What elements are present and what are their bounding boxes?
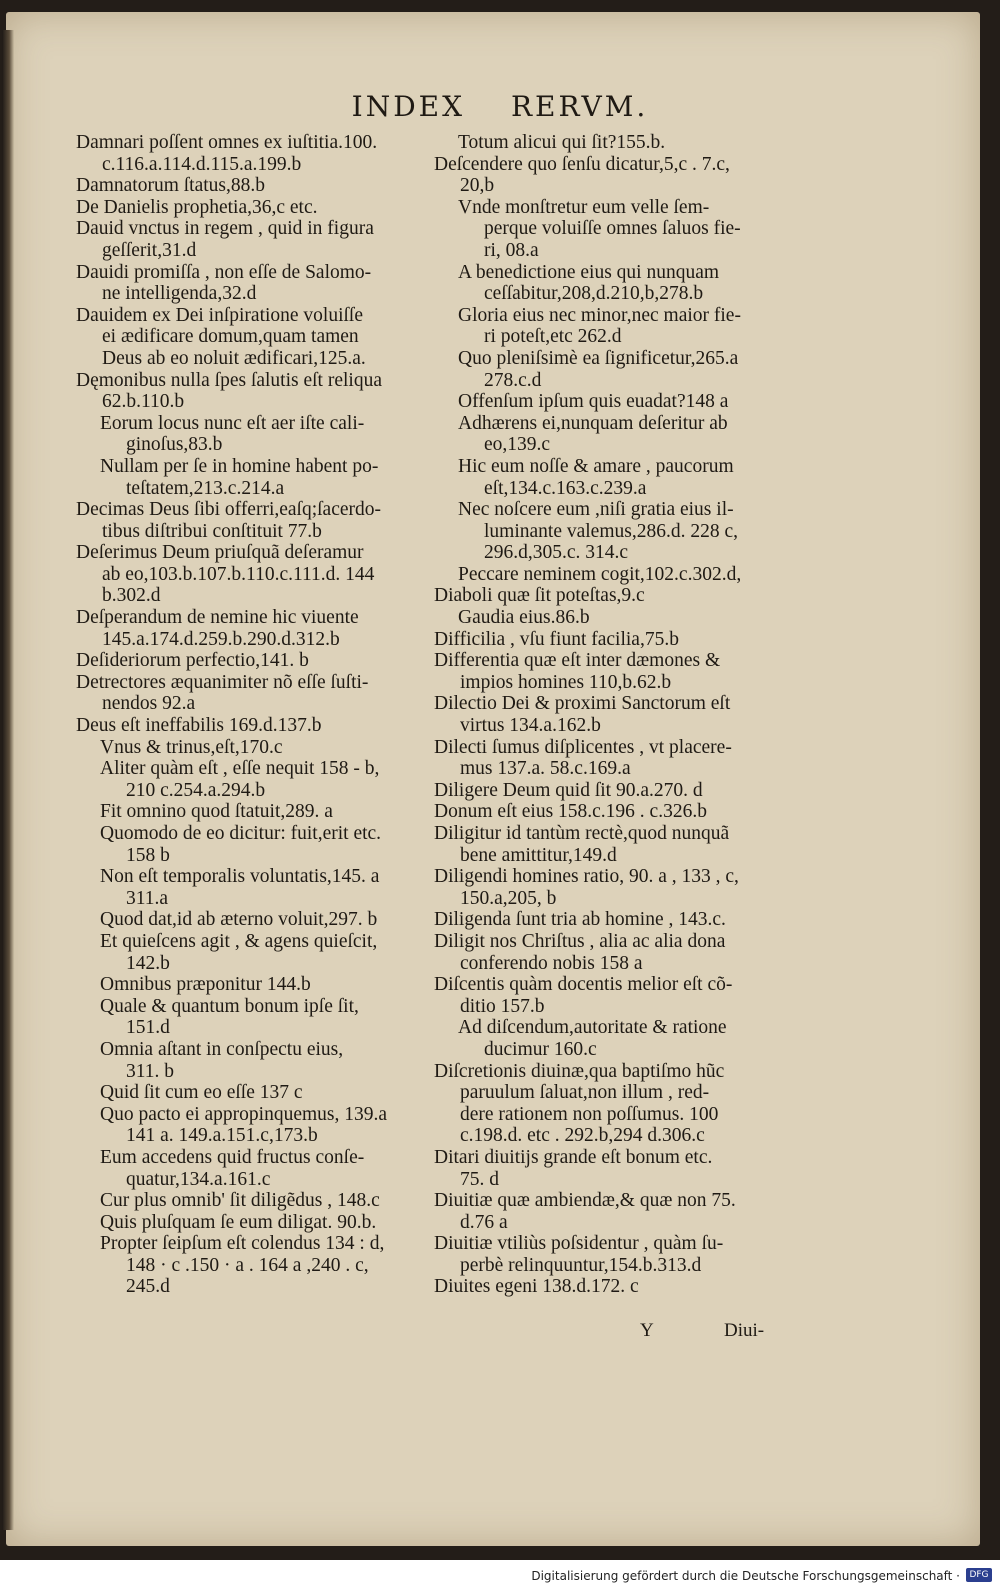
index-entry-continuation: nendos 92.a: [102, 693, 196, 715]
index-entry-head: Aliter quàm eſt , eſſe nequit 158 - b,: [100, 758, 380, 780]
index-entry-head: Damnatorum ſtatus,88.b: [76, 175, 266, 197]
index-entry-head: Dauidi promiſſa , non eſſe de Salomo-: [76, 261, 372, 283]
index-entry-continuation: c.116.a.114.d.115.a.199.b: [102, 153, 302, 175]
index-entry-head: De Danielis prophetia,36,c etc.: [76, 196, 318, 218]
index-entry-head: Diaboli quæ ſit poteſtas,9.c: [434, 585, 645, 607]
index-entry-head: Hic eum noſſe & amare , paucorum: [458, 455, 734, 477]
index-entry-head: Diligere Deum quid ſit 90.a.270. d: [434, 779, 703, 801]
index-entry-continuation: 148 · c .150 · a . 164 a ,240 . c,: [126, 1254, 369, 1276]
index-entry-continuation: dere rationem non poſſumus. 100: [460, 1103, 719, 1125]
index-entry: [76, 1212, 416, 1234]
index-entry-continuation: paruulum ſaluat,non illum , red-: [460, 1082, 710, 1104]
index-entry: [76, 1039, 416, 1082]
index-entry-head: Difficilia , vſu fiunt facilia,75.b: [434, 628, 679, 650]
index-entry-continuation: ri, 08.a: [484, 239, 539, 261]
index-entry: [434, 607, 780, 629]
index-entry: [76, 974, 416, 996]
index-entry: [76, 931, 416, 974]
index-entry-head: Quod dat,id ab æterno voluit,297. b: [100, 909, 378, 931]
index-entry-continuation: virtus 134.a.162.b: [460, 715, 601, 737]
index-entry-head: Cur plus omnib' ſit diligẽdus , 148.c: [100, 1190, 380, 1212]
page-edge: [2, 30, 14, 1530]
index-entry-continuation: tibus diſtribui conſtituit 77.b: [102, 520, 322, 542]
index-entry-head: Dilecti ſumus diſplicentes , vt placere-: [434, 736, 732, 758]
index-entry: [76, 650, 416, 672]
index-entry: [434, 499, 780, 564]
index-entry-head: Diligit nos Chriſtus , alia ac alia dona: [434, 930, 726, 952]
index-entry-continuation: 142.b: [126, 952, 170, 974]
index-entry: [76, 909, 416, 931]
index-entry: [76, 413, 416, 456]
index-entry-continuation: bene amittitur,149.d: [460, 844, 617, 866]
index-entry-continuation: perbè relinquuntur,154.b.313.d: [460, 1254, 702, 1276]
index-entry-head: Gloria eius nec minor,nec maior fie-: [458, 304, 741, 326]
index-entry-head: Ad diſcendum,autoritate & ratione: [458, 1017, 727, 1039]
index-entry: [76, 542, 416, 607]
index-entry-head: Diſcretionis diuinæ,qua baptiſmo hũc: [434, 1060, 725, 1082]
index-entry-continuation: 245.d: [126, 1276, 170, 1298]
index-entry-continuation: 75. d: [460, 1168, 499, 1190]
index-entry-head: Offenſum ipſum quis euadat?148 a: [458, 391, 729, 413]
index-entry-continuation: impios homines 110,b.62.b: [460, 671, 672, 693]
index-entry-continuation: mus 137.a. 58.c.169.a: [460, 758, 631, 780]
index-entry-head: Donum eſt eius 158.c.196 . c.326.b: [434, 801, 707, 823]
index-entry-continuation: eſt,134.c.163.c.239.a: [484, 477, 647, 499]
index-entry: [434, 154, 780, 197]
index-entry-head: Quo pacto ei appropinquemus, 139.a: [100, 1103, 388, 1125]
index-entry: [76, 1233, 416, 1298]
digitization-bar: [0, 1560, 1000, 1591]
index-entry: [76, 996, 416, 1039]
index-entry: [76, 1082, 416, 1104]
index-entry-head: Differentia quæ eſt inter dæmones &: [434, 650, 721, 672]
index-entry: [434, 801, 780, 823]
index-entry-head: Damnari poſſent omnes ex iuſtitia.100.: [76, 132, 378, 153]
index-entry-head: Diligitur id tantùm rectè,quod nunquã: [434, 823, 730, 844]
index-entry: [434, 823, 780, 866]
index-entry: [76, 456, 416, 499]
index-entry-continuation: 145.a.174.d.259.b.290.d.312.b: [102, 628, 340, 650]
index-entry: [434, 262, 780, 305]
index-entry-head: Totum alicui qui ſit?155.b.: [458, 132, 666, 153]
index-entry: [76, 737, 416, 759]
index-entry-continuation: perque voluiſſe omnes ſaluos fie-: [484, 218, 741, 240]
index-entry-continuation: ceſſabitur,208,d.210,b,278.b: [484, 283, 704, 305]
header-word-index: INDEX: [351, 90, 466, 123]
index-entry: [76, 758, 416, 801]
index-entry: [76, 132, 416, 175]
index-entry-continuation: 311.a: [126, 887, 169, 909]
index-entry-head: Diuitiæ vtiliùs poſsidentur , quàm ſu-: [434, 1233, 724, 1255]
index-entry: [434, 564, 780, 586]
index-entry-head: Diuitiæ quæ ambiendæ,& quæ non 75.: [434, 1190, 736, 1212]
index-entry: [434, 931, 780, 974]
index-entry-head: Detrectores æquanimiter nõ eſſe ſuſti-: [76, 671, 369, 693]
index-entry: [76, 499, 416, 542]
index-entry: [434, 391, 780, 413]
index-entry: [434, 585, 780, 607]
index-entry-head: Dęmonibus nulla ſpes ſalutis eſt reliqua: [76, 369, 382, 391]
index-entry-head: Dauid vnctus in regem , quid in figura: [76, 218, 374, 240]
index-entry: [434, 305, 780, 348]
index-entry-head: Gaudia eius.86.b: [458, 607, 590, 629]
index-entry-continuation: 296.d,305.c. 314.c: [484, 542, 629, 564]
index-entry-head: Decimas Deus ſibi offerri,eaſq;ſacerdo-: [76, 499, 382, 521]
index-entry-continuation: 278.c.d: [484, 369, 542, 391]
index-entry-head: Quomodo de eo dicitur: fuit,erit etc.: [100, 823, 382, 844]
index-entry-continuation: 158 b: [126, 844, 170, 866]
index-entry-head: Propter ſeipſum eſt colendus 134 : d,: [100, 1233, 385, 1255]
signature-mark: Y: [640, 1320, 654, 1341]
index-entry: [434, 1147, 780, 1190]
index-entry: [434, 1061, 780, 1147]
index-entry: [76, 823, 416, 866]
index-entry-continuation: ri poteſt,etc 262.d: [484, 326, 622, 348]
index-entry-continuation: 20,b: [460, 175, 495, 197]
index-entry-continuation: 141 a. 149.a.151.c,173.b: [126, 1125, 318, 1147]
index-entry: [434, 1190, 780, 1233]
index-entry-head: Dauidem ex Dei inſpiratione voluiſſe: [76, 304, 364, 326]
index-entry: [76, 1190, 416, 1212]
index-entry-continuation: ab eo,103.b.107.b.110.c.111.d. 144: [102, 563, 375, 585]
index-entry-continuation: 151.d: [126, 1017, 170, 1039]
index-entry-head: Deus eſt ineffabilis 169.d.137.b: [76, 715, 322, 737]
index-entry-head: Diuites egeni 138.d.172. c: [434, 1276, 639, 1298]
right-index-column: [434, 132, 780, 1298]
index-entry-head: Nec noſcere eum ,niſi gratia eius il-: [458, 499, 734, 521]
index-entry-continuation: luminante valemus,286.d. 228 c,: [484, 520, 738, 542]
index-entry-continuation: 150.a,205, b: [460, 887, 557, 909]
index-entry-head: Et quieſcens agit , & agens quieſcit,: [100, 930, 378, 952]
index-entry: [434, 456, 780, 499]
index-entry: [434, 1017, 780, 1060]
index-entry: [76, 218, 416, 261]
index-entry-continuation: geſſerit,31.d: [102, 239, 197, 261]
index-entry-head: Peccare neminem cogit,102.c.302.d,: [458, 563, 742, 585]
index-entry: [434, 348, 780, 391]
index-entry: [76, 1104, 416, 1147]
index-entry: [76, 370, 416, 413]
index-entry: [434, 737, 780, 780]
index-entry-head: Vnus & trinus,eſt,170.c: [100, 736, 283, 758]
index-entry-continuation: ne intelligenda,32.d: [102, 283, 257, 305]
index-entry: [434, 132, 780, 154]
index-entry: [434, 909, 780, 931]
index-entry-continuation: ducimur 160.c: [484, 1038, 597, 1060]
index-entry: [434, 1233, 780, 1276]
index-entry: [434, 413, 780, 456]
index-entry-head: Non eſt temporalis voluntatis,145. a: [100, 866, 380, 888]
index-entry: [76, 262, 416, 305]
index-entry: [434, 197, 780, 262]
index-entry-continuation: ditio 157.b: [460, 995, 545, 1017]
index-entry: [76, 866, 416, 909]
page-header: [0, 90, 1000, 123]
index-entry-head: Diligendi homines ratio, 90. a , 133 , c,: [434, 866, 739, 888]
index-entry-continuation: ginoſus,83.b: [126, 434, 223, 456]
index-entry-continuation: 311. b: [126, 1060, 175, 1082]
index-entry-continuation: c.198.d. etc . 292.b,294 d.306.c: [460, 1125, 705, 1147]
index-entry-continuation: teſtatem,213.c.214.a: [126, 477, 285, 499]
index-entry-head: Omnibus præponitur 144.b: [100, 974, 311, 996]
index-entry-head: Dilectio Dei & proximi Sanctorum eſt: [434, 693, 731, 715]
index-entry-head: Vnde monſtretur eum velle ſem-: [458, 196, 710, 218]
index-entry-head: Nullam per ſe in homine habent po-: [100, 455, 379, 477]
index-entry-continuation: quatur,134.a.161.c: [126, 1168, 271, 1190]
index-entry-continuation: d.76 a: [460, 1211, 508, 1233]
catchword: Diui-: [724, 1320, 765, 1341]
index-entry-continuation: 62.b.110.b: [102, 391, 185, 413]
index-entry: [76, 175, 416, 197]
index-entry-head: Fit omnino quod ſtatuit,289. a: [100, 801, 333, 823]
index-entry-continuation: ei ædificare domum,quam tamen: [102, 326, 359, 348]
index-entry-continuation: Deus ab eo noluit ædificari,125.a.: [102, 347, 366, 369]
index-entry-head: Quo pleniſsimè ea ſignificetur,265.a: [458, 347, 739, 369]
index-entry: [434, 866, 780, 909]
index-entry: [76, 197, 416, 219]
index-entry-head: Deſideriorum perfectio,141. b: [76, 650, 309, 672]
index-entry: [76, 715, 416, 737]
index-entry-continuation: 210 c.254.a.294.b: [126, 779, 266, 801]
header-word-rerum: RERVM.: [510, 90, 649, 123]
index-entry-head: Ditari diuitijs grande eſt bonum etc.: [434, 1146, 713, 1168]
index-entry-head: Deſcendere quo ſenſu dicatur,5,c . 7.c,: [434, 153, 730, 175]
index-entry-head: A benedictione eius qui nunquam: [458, 261, 720, 283]
left-index-column: [76, 132, 416, 1298]
index-entry-head: Quis pluſquam ſe eum diligat. 90.b.: [100, 1211, 377, 1233]
index-entry-head: Eorum locus nunc eſt aer iſte cali-: [100, 412, 365, 434]
index-entry: [76, 1147, 416, 1190]
index-entry-head: Diſcentis quàm docentis melior eſt cõ-: [434, 974, 733, 996]
index-entry-continuation: eo,139.c: [484, 434, 551, 456]
index-entry-head: Diligenda ſunt tria ab homine , 143.c.: [434, 909, 726, 931]
index-entry: [434, 1276, 780, 1298]
index-entry: [434, 974, 780, 1017]
index-entry: [76, 801, 416, 823]
index-entry-head: Adhærens ei,nunquam deſeritur ab: [458, 412, 728, 434]
dfg-logo-icon: DFG: [966, 1568, 992, 1582]
index-entry-head: Quid ſit cum eo eſſe 137 c: [100, 1082, 303, 1104]
index-entry-continuation: conferendo nobis 158 a: [460, 952, 643, 974]
index-entry: [434, 693, 780, 736]
index-entry-continuation: b.302.d: [102, 585, 161, 607]
index-entry-head: Eum accedens quid fructus conſe-: [100, 1146, 365, 1168]
index-entry-head: Omnia aſtant in conſpectu eius,: [100, 1038, 344, 1060]
index-entry-head: Deſerimus Deum priuſquã deſeramur: [76, 542, 364, 564]
index-entry: [434, 780, 780, 802]
index-entry-head: Deſperandum de nemine hic viuente: [76, 607, 359, 629]
index-entry: [76, 672, 416, 715]
index-entry: [434, 650, 780, 693]
index-entry-head: Quale & quantum bonum ipſe ſit,: [100, 995, 359, 1017]
index-entry: [434, 629, 780, 651]
index-entry: [76, 607, 416, 650]
funding-note: Digitalisierung gefördert durch die Deutsche Forschungsgemeinschaft ·: [531, 1569, 960, 1583]
index-entry: [76, 305, 416, 370]
